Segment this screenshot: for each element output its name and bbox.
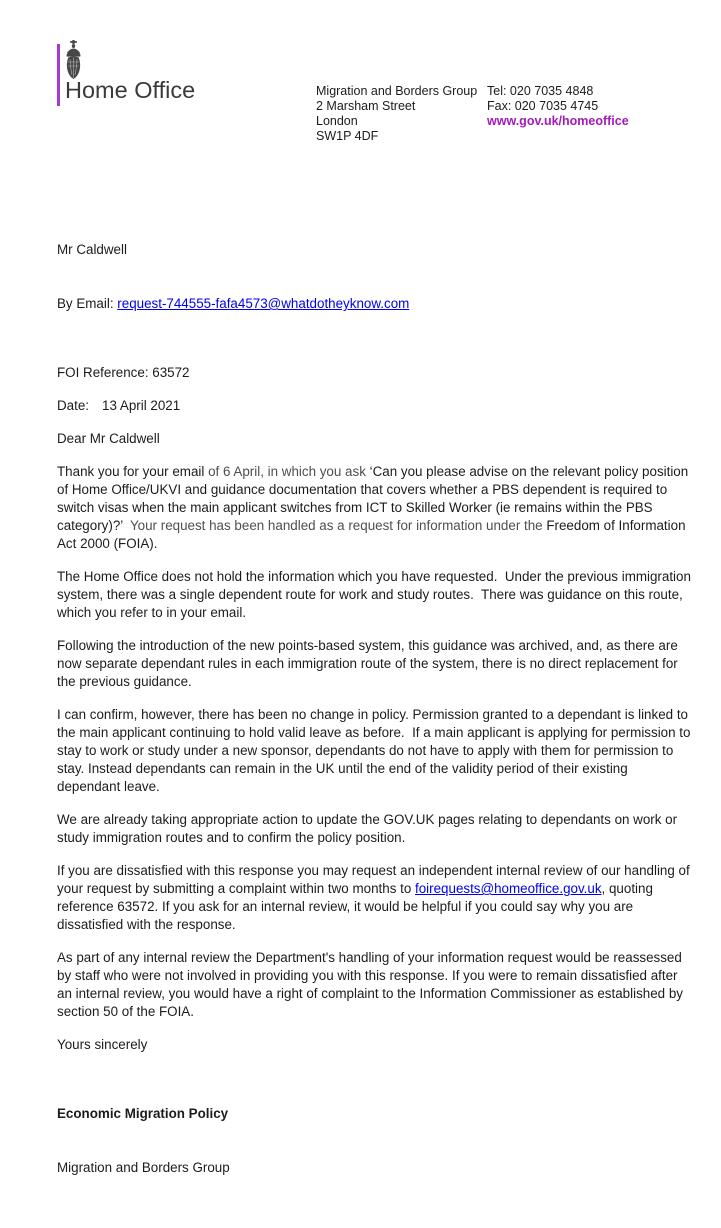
- recipient-block: [57, 205, 693, 349]
- paragraph-text-gray: Your request has been handled as a request for information under the: [129, 518, 547, 533]
- paragraph-7: As part of any internal review the Department's handling of your information request would be reassessed by staff who were not involved in providing you with this response. If you were to remain dissatisfied after an internal review, you would have a right of complaint to the Information Commissioner as established by section 50 of the FOIA.: [57, 950, 687, 1019]
- letterhead: [0, 0, 721, 175]
- home-office-logo: [57, 40, 287, 106]
- paragraph-text-gray: of 6 April, in which you ask: [208, 464, 370, 479]
- foi-reference-line: FOI Reference: 63572: [57, 365, 190, 380]
- quoted-request-text: ‘Can you please advise on the relevant policy position of Home Office/UKVI and guidance documentation that covers whether a PBS dependent is required to switch visas when the main applicant switches from ICT to Skilled Worker (ie remains within the PBS category)?’: [57, 464, 692, 533]
- signature-name: Economic Migration Policy: [57, 1106, 229, 1121]
- sender-address: [316, 84, 477, 144]
- date-value: 13 April 2021: [102, 398, 181, 413]
- by-email-label: By Email:: [57, 296, 118, 311]
- paragraph-text: If you are dissatisfied with this response you may request an independent internal review of our handling of your request by submitting a complaint within two months to: [57, 863, 694, 896]
- sender-address-line: 2 Marsham Street: [316, 99, 416, 113]
- sender-address-line: London: [316, 114, 358, 128]
- signature-department: Migration and Borders Group: [57, 1160, 230, 1175]
- sender-contact: [487, 84, 629, 129]
- paragraph-1: [57, 463, 693, 553]
- paragraph-4: I can confirm, however, there has been no change in policy. Permission granted to a dependant is linked to the main applicant continuing to hold valid leave as before. If a main applicant is applying for permission to stay to work or study under a new sponsor, dependants do not have to apply with them for permission to stay. Instead dependants can remain in the UK until the end of the validity period of their existing dependant leave.: [57, 707, 695, 794]
- sender-address-line: SW1P 4DF: [316, 129, 379, 143]
- salutation: Dear Mr Caldwell: [57, 431, 160, 446]
- date-label: Date:: [57, 398, 90, 413]
- paragraph-text: , quoting reference 63572. If you ask for an internal review, it would be helpful if you could say why you are dissatisfied with the response.: [57, 881, 657, 932]
- recipient-email-line: [57, 295, 693, 313]
- date-line: [57, 397, 693, 415]
- crown-icon: [65, 40, 82, 80]
- paragraph-text: Freedom of Information Act 2000 (FOIA).: [57, 518, 689, 551]
- letter-body: [57, 205, 693, 1228]
- foi-requests-email-link[interactable]: foirequests@homeoffice.gov.uk: [415, 881, 602, 896]
- paragraph-5: We are already taking appropriate action to update the GOV.UK pages relating to dependants on work or study immigration routes and to confirm the policy position.: [57, 812, 681, 845]
- paragraph-3: Following the introduction of the new points-based system, this guidance was archived, and, as there are now separate dependant rules in each immigration route of the system, there is no direct replacement for the previous guidance.: [57, 638, 682, 689]
- recipient-name: Mr Caldwell: [57, 242, 127, 257]
- requester-email-link[interactable]: request-744555-fafa4573@whatdotheyknow.com: [117, 296, 410, 311]
- logo-purple-bar: [57, 44, 60, 106]
- sender-address-line: Migration and Borders Group: [316, 84, 478, 98]
- logo-text: Home Office: [65, 77, 196, 103]
- closing: Yours sincerely: [57, 1037, 148, 1052]
- tel-line: Tel: 020 7035 4848: [487, 84, 594, 98]
- signature-block: [57, 1069, 693, 1213]
- paragraph-2: The Home Office does not hold the information which you have requested. Under the previous immigration system, there was a single dependent route for work and study routes. There was guidance on this route, which you refer to in your email.: [57, 569, 695, 620]
- fax-line: Fax: 020 7035 4745: [487, 99, 599, 113]
- homeoffice-website-link[interactable]: www.gov.uk/homeoffice: [487, 114, 629, 128]
- paragraph-text: Thank you for your email: [57, 464, 209, 479]
- paragraph-6: [57, 862, 693, 934]
